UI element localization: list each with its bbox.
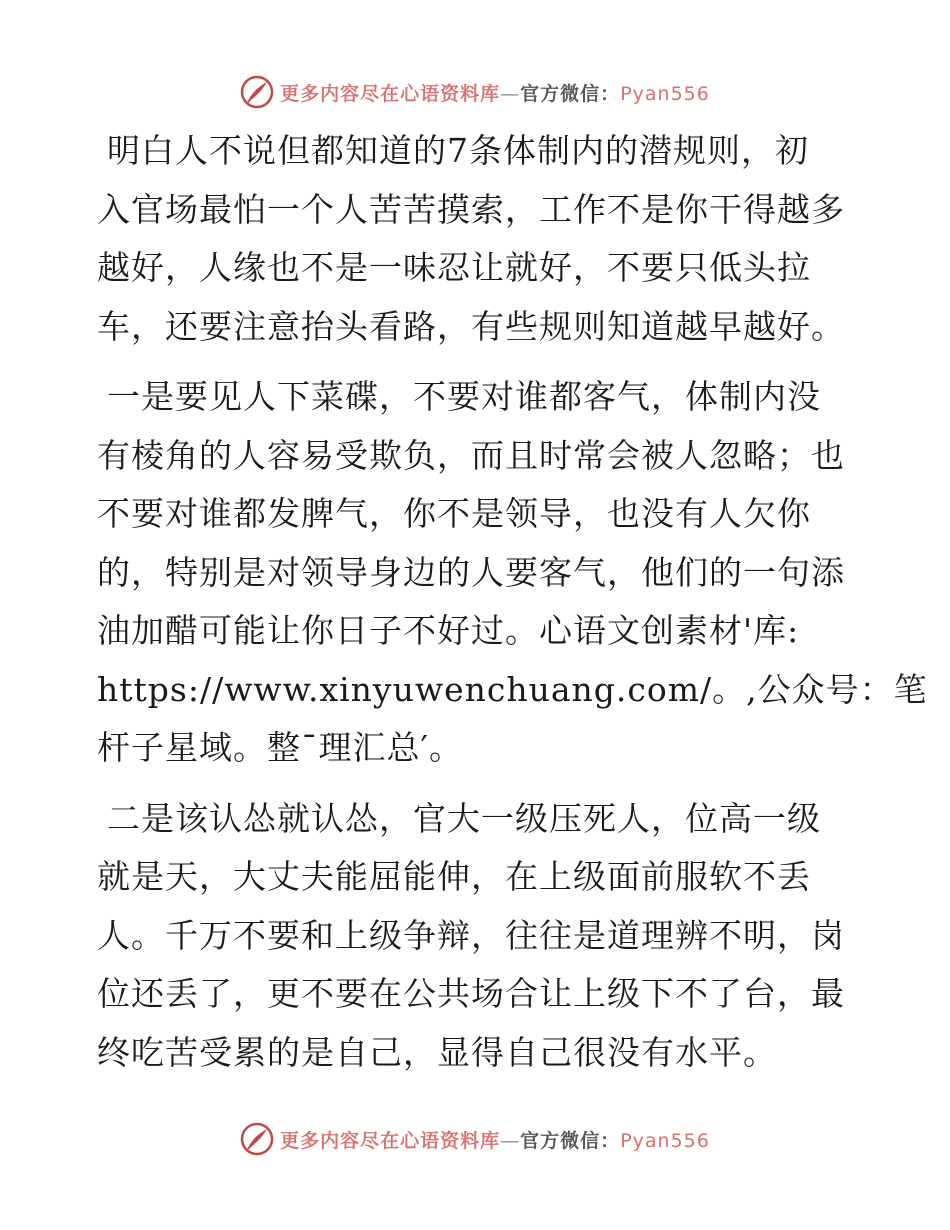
text-line: 入官场最怕一个人苦苦摸索，工作不是你干得越多 bbox=[97, 189, 845, 229]
text-line: https://www.xinyuwenchuang.com/。,公众号：笔 bbox=[97, 669, 928, 709]
document-body bbox=[97, 122, 928, 1094]
banner-wechat-label: 官方微信： bbox=[520, 1129, 621, 1152]
paragraph-rule-one bbox=[97, 368, 928, 778]
quill-pen-logo-icon bbox=[240, 75, 274, 109]
paragraph-intro bbox=[97, 122, 857, 356]
text-line: 明白人不说但都知道的7条体制内的潜规则，初 bbox=[107, 131, 809, 170]
footer-banner-text bbox=[280, 1126, 710, 1153]
text-line: 二是该认怂就认怂，官大一级压死人，位高一级 bbox=[107, 798, 821, 838]
header-banner-text bbox=[280, 79, 710, 106]
text-line: 就是天，大丈夫能屈能伸，在上级面前服软不丢 bbox=[97, 857, 811, 896]
text-line: 位还丢了，更不要在公共场合让上级下不了台，最 bbox=[97, 974, 845, 1013]
text-line: 终吃苦受累的是自己，显得自己很没有水平。 bbox=[97, 1032, 777, 1072]
banner-wechat-label: 官方微信： bbox=[520, 82, 621, 105]
banner-separator: — bbox=[500, 82, 521, 105]
quill-pen-logo-icon bbox=[240, 1122, 274, 1156]
banner-wechat-id: Pyan556 bbox=[620, 82, 710, 105]
paragraph-rule-two bbox=[97, 790, 857, 1083]
text-line: 不要对谁都发脾气，你不是领导，也没有人欠你 bbox=[97, 494, 811, 533]
text-line: 油加醋可能让你日子不好过。心语文创素材'库: bbox=[97, 611, 800, 650]
text-line: 人。千万不要和上级争辩，往往是道理辨不明，岗 bbox=[97, 915, 845, 955]
footer-banner bbox=[0, 1117, 950, 1161]
banner-separator: — bbox=[500, 1129, 521, 1152]
text-line: 越好，人缘也不是一味忍让就好，不要只低头拉 bbox=[97, 248, 811, 287]
banner-wechat-id: Pyan556 bbox=[620, 1129, 710, 1152]
text-line: 的，特别是对领导身边的人要客气，他们的一句添 bbox=[97, 552, 845, 592]
banner-title: 更多内容尽在心语资料库 bbox=[280, 82, 501, 105]
header-banner bbox=[0, 70, 950, 114]
text-line: 车，还要注意抬头看路，有些规则知道越早越好。 bbox=[97, 306, 845, 346]
text-line: 杆子星域。整¯理汇总′。 bbox=[97, 728, 463, 767]
text-line: 一是要见人下菜碟，不要对谁都客气，体制内没 bbox=[107, 377, 821, 416]
banner-title: 更多内容尽在心语资料库 bbox=[280, 1129, 501, 1152]
text-line: 有棱角的人容易受欺负，而且时常会被人忽略；也 bbox=[97, 435, 845, 475]
